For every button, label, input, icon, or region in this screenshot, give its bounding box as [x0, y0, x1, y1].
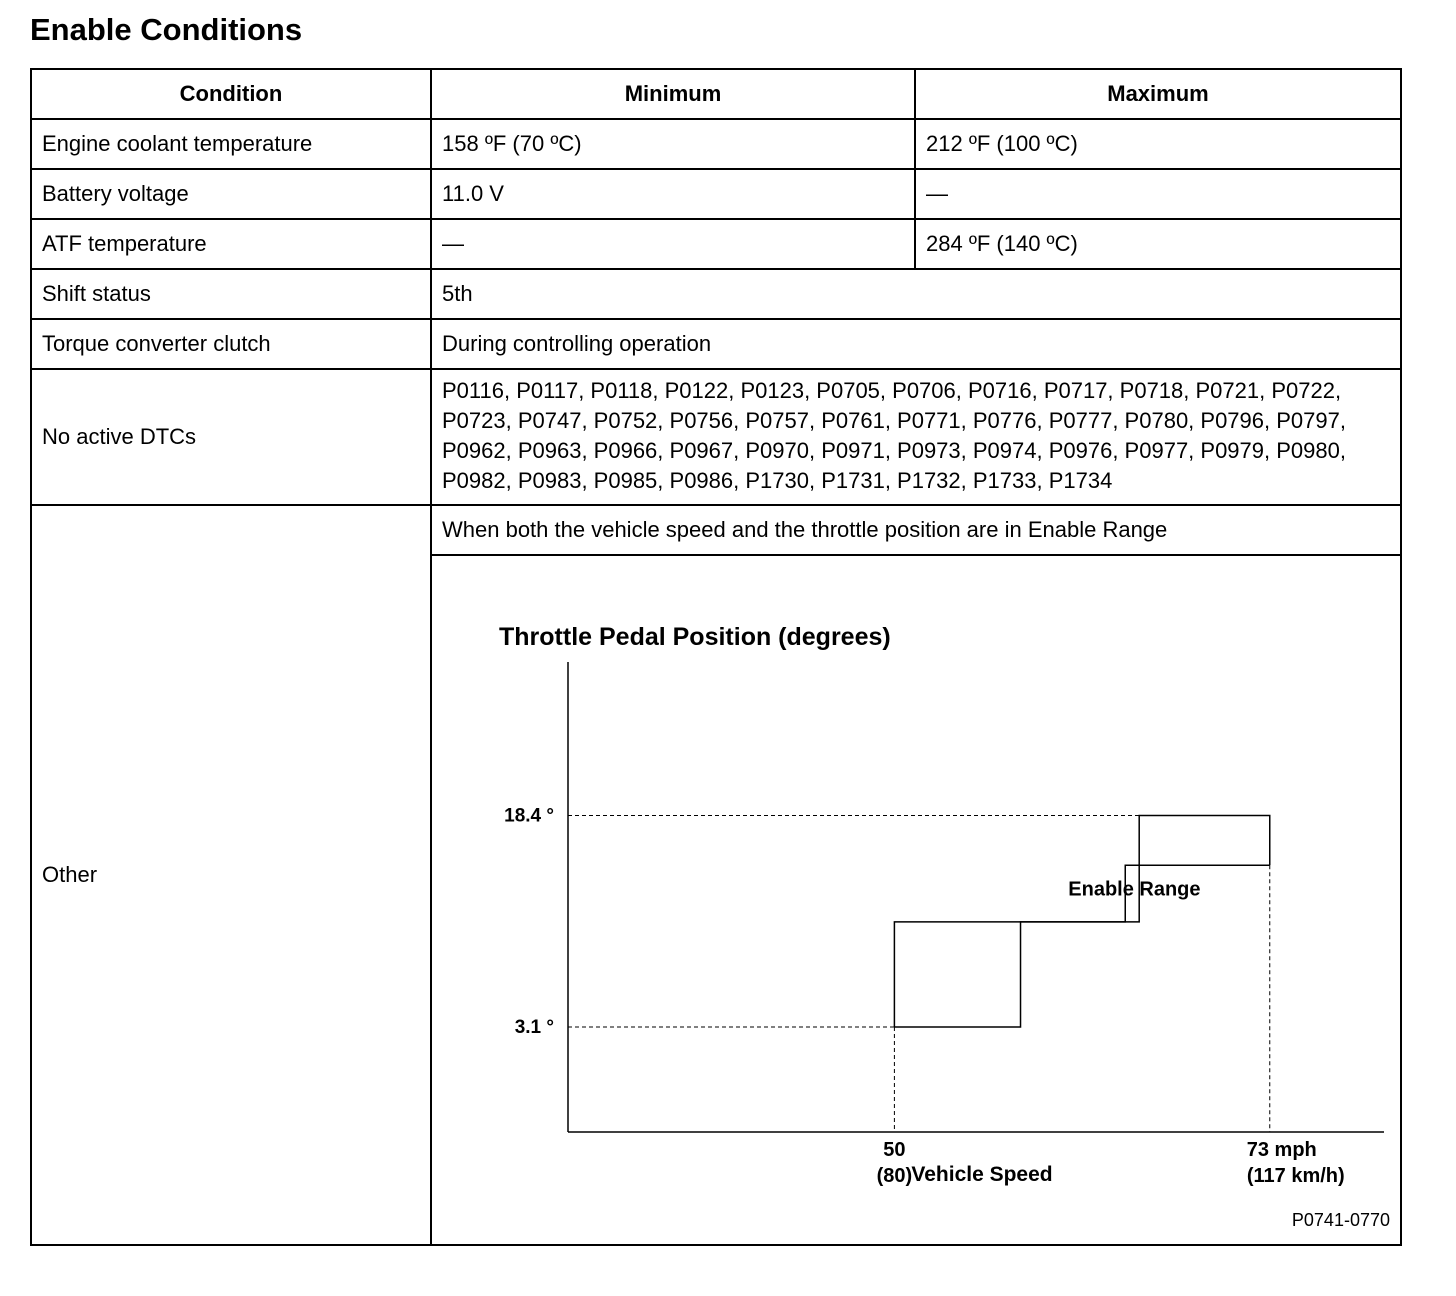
x-tick-label: (117 km/h) — [1246, 1165, 1345, 1187]
condition-cell: Battery voltage — [31, 169, 431, 219]
value-cell: During controlling operation — [431, 319, 1401, 369]
dtc-list-cell: P0116, P0117, P0118, P0122, P0123, P0705, P0706, P0716, P0717, P0718, P0721, P0722, P0723, P0747, P0752, P0756, P0757, P0761, P0771, P0776, P0777, P0780, P0796, P0797, P0962, P0963, P0966, P0967, P0970, P0971, P0973, P0974, P0976, P0977, P0979, P0980, P0982, P0983, P0985, P0986, P1730, P1731, P1732, P1733, P1734 — [431, 369, 1401, 505]
page-title: Enable Conditions — [30, 12, 303, 47]
condition-cell: Shift status — [31, 269, 431, 319]
x-axis-label: Vehicle Speed — [911, 1163, 1053, 1186]
enable-range-chart — [432, 556, 1400, 1244]
enable-conditions-table — [30, 68, 1402, 1246]
minimum-cell: — — [431, 219, 915, 269]
table-row — [31, 269, 1401, 319]
y-tick-label: 3.1 ° — [514, 1016, 554, 1038]
minimum-cell: 158 ºF (70 ºC) — [431, 119, 915, 169]
x-tick-label: (80) — [876, 1165, 913, 1187]
condition-cell: No active DTCs — [31, 369, 431, 505]
table-row — [31, 119, 1401, 169]
table-row — [31, 319, 1401, 369]
value-cell: 5th — [431, 269, 1401, 319]
value-cell: When both the vehicle speed and the throttle position are in Enable Range — [431, 505, 1401, 555]
figure-code: P0741-0770 — [1291, 1210, 1390, 1230]
chart-title: Throttle Pedal Position (degrees) — [499, 623, 891, 651]
chart-cell — [431, 555, 1401, 1245]
minimum-cell: 11.0 V — [431, 169, 915, 219]
maximum-cell: — — [915, 169, 1401, 219]
condition-cell: Other — [31, 505, 431, 1245]
header-minimum: Minimum — [431, 69, 915, 119]
table-row — [31, 369, 1401, 505]
x-tick-label: 73 mph — [1246, 1139, 1317, 1161]
y-tick-label: 18.4 ° — [504, 805, 554, 827]
maximum-cell: 212 ºF (100 ºC) — [915, 119, 1401, 169]
table-header-row — [31, 69, 1401, 119]
condition-cell: ATF temperature — [31, 219, 431, 269]
header-condition: Condition — [31, 69, 431, 119]
table-row — [31, 169, 1401, 219]
condition-cell: Engine coolant temperature — [31, 119, 431, 169]
table-row — [31, 219, 1401, 269]
table-row — [31, 505, 1401, 555]
condition-cell: Torque converter clutch — [31, 319, 431, 369]
region-label: Enable Range — [1068, 878, 1201, 901]
x-tick-label: 50 — [883, 1139, 906, 1161]
header-maximum: Maximum — [915, 69, 1401, 119]
maximum-cell: 284 ºF (140 ºC) — [915, 219, 1401, 269]
